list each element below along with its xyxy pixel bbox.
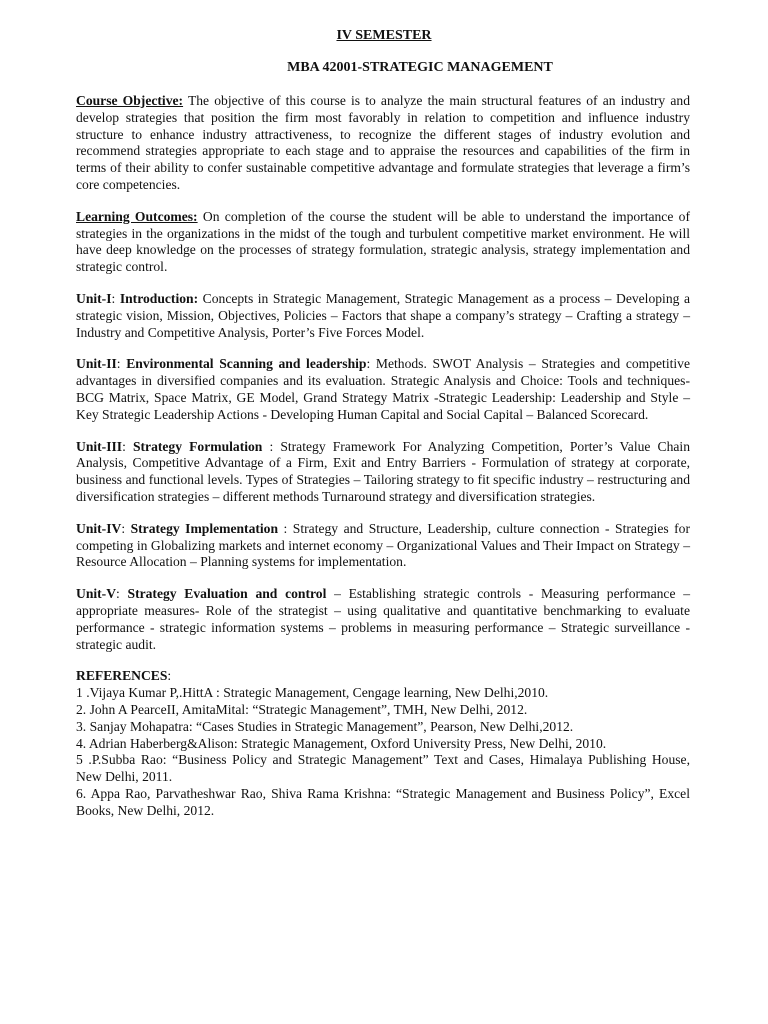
unit-4-title: Strategy Implementation: [130, 520, 279, 536]
unit-2-paragraph: [76, 356, 690, 423]
reference-item: 4. Adrian Haberberg&Alison: Strategic Management, Oxford University Press, New Delhi, 2010.: [76, 735, 607, 751]
reference-item: 3. Sanjay Mohapatra: “Cases Studies in Strategic Management”, Pearson, New Delhi,2012.: [76, 718, 574, 734]
unit-2-title: Environmental Scanning and leadership: [126, 356, 367, 372]
unit-4-paragraph: [76, 521, 690, 571]
learning-outcomes-label: Learning Outcomes:: [76, 208, 198, 224]
unit-1-paragraph: [76, 291, 690, 341]
course-objective-label: Course Objective:: [76, 93, 184, 108]
unit-3-text: : Strategy Framework For Analyzing Competition, Porter’s Value Chain Analysis, Competitive Advantage of a Firm, Exit and Entry Barriers - Formulation of strategy at corporate, business and functional levels. Types of Strategies – Tailoring strategy to fit specific industry – restructuring and diversification strategies – different methods Turnaround strategy and diversification strategies.: [76, 438, 690, 504]
reference-item: 5 .P.Subba Rao: “Business Policy and Strategic Management” Text and Cases, Himalaya Publishing House, New Delhi, 2011.: [76, 752, 690, 785]
reference-item: 2. John A PearceII, AmitaMital: “Strategic Management”, TMH, New Delhi, 2012.: [76, 701, 528, 717]
semester-text: IV SEMESTER: [336, 28, 432, 43]
unit-3-label: Unit-III: [76, 438, 123, 454]
unit-1-title: Introduction:: [119, 290, 199, 306]
learning-outcomes-text: On completion of the course the student will be able to understand the importance of strategies in the organizations in the midst of the tough and turbulent competitive market environment. He will have deep knowledge on the processes of strategy formulation, strategic analysis, strategy implementation and strategic control.: [76, 208, 690, 275]
unit-5-separator: :: [116, 586, 128, 602]
unit-2-text: : Methods. SWOT Analysis – Strategies and competitive advantages in diversified companies and its evaluation. Strategic Analysis and Choice: Tools and techniques- BCG Matrix, Space Matrix, GE Model, Grand Strategy Matrix -Strategic Leadership: Leadership and Style – Key Strategic Leadership Actions - Developing Human Capital and Social Capital – Balanced Scorecard.: [76, 356, 690, 422]
unit-4-separator: :: [121, 520, 131, 536]
unit-3-separator: :: [122, 438, 133, 454]
course-objective-paragraph: [76, 93, 690, 194]
unit-1-text: Concepts in Strategic Management, Strategic Management as a process – Developing a strategic vision, Mission, Objectives, Policies – Factors that shape a company’s strategy – Crafting a strategy – Industry and Competitive Analysis, Porter’s Five Forces Model.: [76, 290, 690, 340]
reference-item: 6. Appa Rao, Parvatheshwar Rao, Shiva Rama Krishna: “Strategic Management and Business Policy”, Excel Books, New Delhi, 2012.: [76, 785, 690, 818]
unit-2-separator: :: [116, 356, 127, 372]
reference-item: 1 .Vijaya Kumar P,.HittA : Strategic Management, Cengage learning, New Delhi,2010.: [76, 685, 549, 701]
references-heading-text: REFERENCES: [76, 668, 168, 684]
unit-2-label: Unit-II: [76, 356, 117, 372]
unit-5-text: – Establishing strategic controls - Measuring performance – appropriate measures- Role of the strategist – using qualitative and quantitative benchmarking to evaluate performance - strategic information systems – problems in measuring performance – Strategic surveillance -strategic audit.: [76, 586, 690, 652]
course-objective-text: The objective of this course is to analyze the main structural features of an industry and develop strategies that position the firm most favorably in relation to competition and influence industry structure to enhance industry attractiveness, to recognize the different stages of industry evolution and recommend strategies appropriate to each stage and to appraise the resources and capabilities of the firm in terms of their ability to confer sustainable competitive advantage and formulate strategies that leverage a firm’s core competencies.: [76, 93, 690, 192]
unit-5-title: Strategy Evaluation and control: [127, 586, 327, 602]
unit-1-separator: :: [111, 290, 120, 306]
learning-outcomes-paragraph: [76, 209, 690, 276]
unit-1-label: Unit-I: [76, 290, 112, 306]
unit-5-label: Unit-V: [76, 586, 117, 602]
references-heading: [76, 668, 690, 685]
unit-3-title: Strategy Formulation: [132, 438, 263, 454]
unit-4-text: : Strategy and Structure, Leadership, culture connection - Strategies for competing in Globalizing markets and internet economy – Organizational Values and Their Impact on Strategy – Resource Allocation – Planning systems for implementation.: [76, 520, 690, 570]
course-title: MBA 42001-STRATEGIC MANAGEMENT: [287, 60, 553, 75]
unit-3-paragraph: [76, 439, 690, 506]
semester-heading: [0, 28, 768, 45]
syllabus-body: [76, 93, 690, 819]
references-section: [76, 668, 690, 819]
unit-4-label: Unit-IV: [76, 520, 122, 536]
unit-5-paragraph: [76, 586, 690, 653]
references-heading-colon: :: [167, 668, 172, 684]
